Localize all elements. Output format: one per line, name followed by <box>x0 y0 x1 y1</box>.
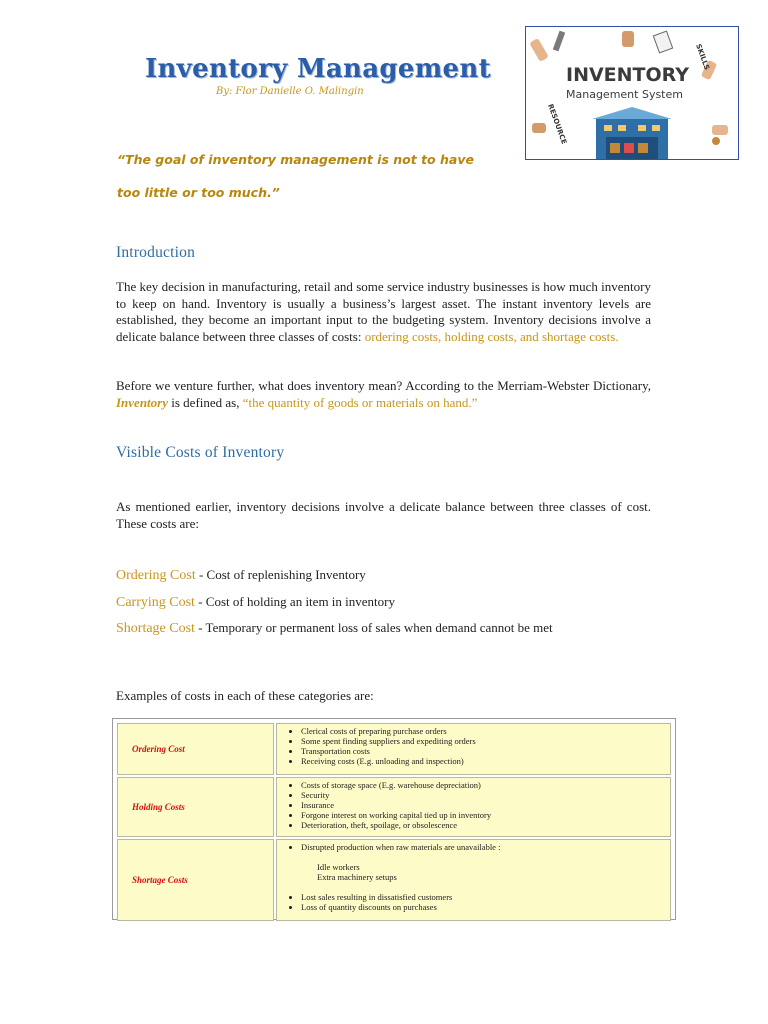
document-title: Inventory Management <box>145 54 491 84</box>
definition-lead: Before we venture further, what does inventory mean? According to the Merriam-Webster Dictionary, <box>116 378 651 393</box>
inventory-term: Inventory <box>116 394 168 410</box>
row-label: Holding Costs <box>117 777 274 837</box>
introduction-paragraph-2 <box>116 378 651 411</box>
list-item: • Insurance <box>301 800 664 810</box>
list-item: • Clerical costs of preparing purchase orders <box>301 726 664 736</box>
row-label: Shortage Costs <box>117 839 274 921</box>
cost-desc: - Cost of replenishing Inventory <box>195 567 366 582</box>
cost-term: Carrying Cost <box>116 595 195 610</box>
list-item: • Forgone interest on working capital tied up in inventory <box>301 810 664 820</box>
sub-item: Extra machinery setups <box>317 872 397 882</box>
row-label: Ordering Cost <box>117 723 274 775</box>
list-item: • Deterioration, theft, spoilage, or obsolescence <box>301 820 664 830</box>
cost-classes-highlight: ordering costs, holding costs, and shortage costs. <box>364 328 619 344</box>
quote-line-1: “The goal of inventory management is not to have <box>117 152 474 167</box>
cost-item-carrying <box>116 594 651 612</box>
list-item: • Receiving costs (E.g. unloading and inspection) <box>301 756 664 766</box>
definition-quote: “the quantity of goods or materials on hand.” <box>242 394 478 410</box>
cost-desc: - Cost of holding an item in inventory <box>194 594 395 609</box>
examples-intro: Examples of costs in each of these categories are: <box>116 688 374 703</box>
table-row <box>117 723 671 775</box>
inventory-cover-image <box>525 26 739 160</box>
author-byline: By: Flor Danielle O. Malingin <box>216 86 364 97</box>
list-item: • Loss of quantity discounts on purchases <box>301 902 664 912</box>
cost-item-shortage <box>116 620 651 638</box>
cover-title-line2: Management System <box>566 88 683 101</box>
cost-desc: - Temporary or permanent loss of sales when demand cannot be met <box>194 620 553 635</box>
row-items <box>276 723 671 775</box>
cover-tag-skills: SKILLS <box>694 42 711 72</box>
row-items <box>276 777 671 837</box>
cost-examples-table <box>112 718 676 920</box>
cost-term: Ordering Cost <box>116 568 196 583</box>
list-item: • Some spent finding suppliers and expediting orders <box>301 736 664 746</box>
inventory-illustration-icon <box>526 27 738 159</box>
list-item: • Disrupted production when raw materials are unavailable : <box>301 842 664 852</box>
cost-item-ordering <box>116 567 651 585</box>
visible-costs-intro: As mentioned earlier, inventory decisions involve a delicate balance between three classes of cost. These costs are: <box>116 499 651 531</box>
cover-tag-resource: RESOURCE <box>546 102 569 146</box>
list-item: • Security <box>301 790 664 800</box>
introduction-heading: Introduction <box>116 244 196 261</box>
introduction-paragraph-1 <box>116 279 651 345</box>
cover-title-line1: INVENTORY <box>566 64 690 86</box>
table-row <box>117 839 671 921</box>
table-row <box>117 777 671 837</box>
list-item: • Costs of storage space (E.g. warehouse depreciation) <box>301 780 664 790</box>
list-item: • Transportation costs <box>301 746 664 756</box>
list-item: • Lost sales resulting in dissatisfied customers <box>301 892 664 902</box>
visible-costs-heading: Visible Costs of Inventory <box>116 444 285 461</box>
row-items <box>276 839 671 921</box>
intro-text: The key decision in manufacturing, retail and some service industry businesses is how much inventory to keep on hand. Inventory is usually a business’s largest asset. The instant inventory levels are established, they become an important input to the budgeting system. Inventory decisions involve a delicate balance between three classes of costs: <box>116 279 651 344</box>
sub-item: Idle workers <box>317 862 360 872</box>
cost-term: Shortage Cost <box>116 621 195 636</box>
definition-mid: is defined as, <box>168 394 243 410</box>
quote-line-2: too little or too much.” <box>117 185 280 200</box>
